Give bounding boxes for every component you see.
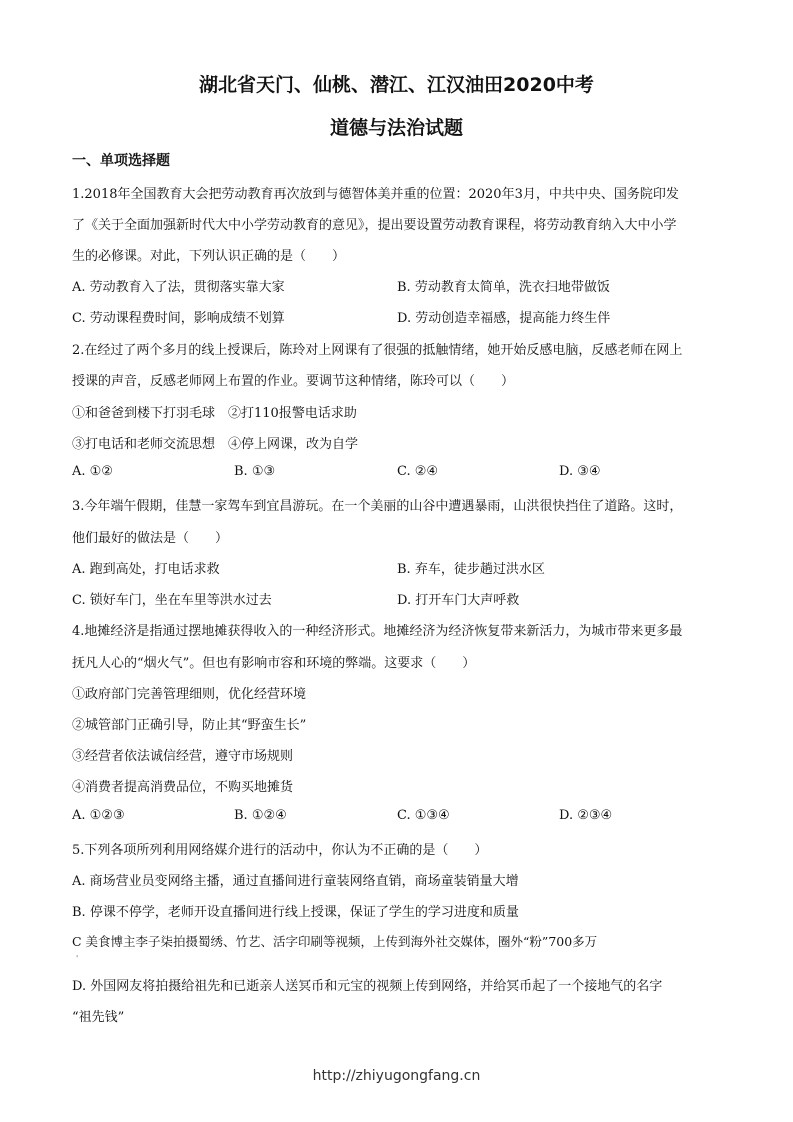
q5-stem: 5.下列各项所列利用网络媒介进行的活动中，你认为不正确的是（ ） bbox=[72, 843, 488, 858]
q5-option-b[interactable]: B. 停课不停学，老师开设直播间进行线上授课，保证了学生的学习进度和质量 bbox=[72, 905, 519, 920]
q4-option-b[interactable]: B. ①②④ bbox=[234, 808, 287, 823]
q1-stem-line1: 1.2018年全国教育大会把劳动教育再次放到与德智体美并重的位置：2020年3月，中共中央、国务院印发 bbox=[72, 187, 679, 202]
q4-item-2: ②城管部门正确引导，防止其“野蛮生长” bbox=[72, 718, 307, 733]
q1-stem-line2: 了《关于全面加强新时代大中小学劳动教育的意见》，提出要设置劳动教育课程，将劳动教育纳入大中小学 bbox=[72, 218, 677, 233]
q5-option-d-continued: “祖先钱” bbox=[72, 1010, 125, 1025]
q3-stem-line1: 3.今年端午假期，佳慧一家驾车到宜昌游玩。在一个美丽的山谷中遭遇暴雨，山洪很快挡住了道路。这时， bbox=[72, 499, 683, 514]
q3-option-c[interactable]: C. 锁好车门，坐在车里等洪水过去 bbox=[72, 593, 272, 608]
q2-option-b[interactable]: B. ①③ bbox=[234, 464, 276, 479]
q5-option-d[interactable]: D. 外国网友将拍摄给祖先和已逝亲人送冥币和元宝的视频上传到网络，并给冥币起了一个接地气的名字 bbox=[72, 979, 663, 994]
q3-option-a[interactable]: A. 跑到高处，打电话求救 bbox=[72, 562, 220, 577]
section-heading: 一、单项选择题 bbox=[72, 153, 170, 169]
q4-option-a[interactable]: A. ①②③ bbox=[72, 808, 125, 823]
q4-stem-line1: 4.地摊经济是指通过摆地摊获得收入的一种经济形式。地摊经济为经济恢复带来新活力，为城市带来更多最 bbox=[72, 624, 683, 639]
q2-items-line2: ③打电话和老师交流思想 ④停上网课，改为自学 bbox=[72, 437, 359, 452]
q1-option-d[interactable]: D. 劳动创造幸福感，提高能力终生伴 bbox=[397, 311, 611, 326]
q4-item-1: ①政府部门完善管理细则，优化经营环境 bbox=[72, 687, 307, 702]
q1-stem-line3: 生的必修课。对此，下列认识正确的是（ ） bbox=[72, 249, 346, 264]
q1-option-b[interactable]: B. 劳动教育太简单，洗衣扫地带做饭 bbox=[397, 280, 610, 295]
q4-item-4: ④消费者提高消费品位，不购买地摊货 bbox=[72, 780, 294, 795]
q2-option-a[interactable]: A. ①② bbox=[72, 464, 113, 479]
q3-option-d[interactable]: D. 打开车门大声呼救 bbox=[397, 593, 520, 608]
q2-items-line1: ①和爸爸到楼下打羽毛球 ②打110报警电话求助 bbox=[72, 406, 357, 421]
q2-stem-line2: 授课的声音，反感老师网上布置的作业。要调节这种情绪，陈玲可以（ ） bbox=[72, 374, 515, 389]
q4-stem-line2: 抚凡人心的“烟火气”。但也有影响市容和环境的弊端。这要求（ ） bbox=[72, 656, 476, 671]
q4-item-3: ③经营者依法诚信经营，遵守市场规则 bbox=[72, 749, 294, 764]
q2-option-c[interactable]: C. ②④ bbox=[397, 464, 439, 479]
footer-url[interactable]: http://zhiyugongfang.cn bbox=[312, 1068, 481, 1084]
q5-option-a[interactable]: A. 商场营业员变网络主播，通过直播间进行童装网络直销，商场童装销量大增 bbox=[72, 874, 519, 889]
stray-mark: ' bbox=[76, 954, 79, 963]
q2-option-d[interactable]: D. ③④ bbox=[559, 464, 601, 479]
q1-option-c[interactable]: C. 劳动课程费时间，影响成绩不划算 bbox=[72, 311, 285, 326]
q1-option-a[interactable]: A. 劳动教育入了法，贯彻落实靠大家 bbox=[72, 280, 285, 295]
q3-option-b[interactable]: B. 弃车，徒步趟过洪水区 bbox=[397, 562, 545, 577]
q4-option-d[interactable]: D. ②③④ bbox=[559, 808, 613, 823]
q2-stem-line1: 2.在经过了两个多月的线上授课后，陈玲对上网课有了很强的抵触情绪，她开始反感电脑，反感老师在网上 bbox=[72, 343, 683, 358]
q3-stem-line2: 他们最好的做法是（ ） bbox=[72, 531, 229, 546]
exam-subtitle: 道德与法治试题 bbox=[329, 117, 463, 139]
q5-option-c[interactable]: C 美食博主李子柒拍摄蜀绣、竹艺、活字印刷等视频，上传到海外社交媒体，圈外“粉”700多万 bbox=[72, 934, 598, 949]
exam-title: 湖北省天门、仙桃、潜江、江汉油田2020中考 bbox=[199, 74, 594, 96]
q4-option-c[interactable]: C. ①③④ bbox=[397, 808, 450, 823]
